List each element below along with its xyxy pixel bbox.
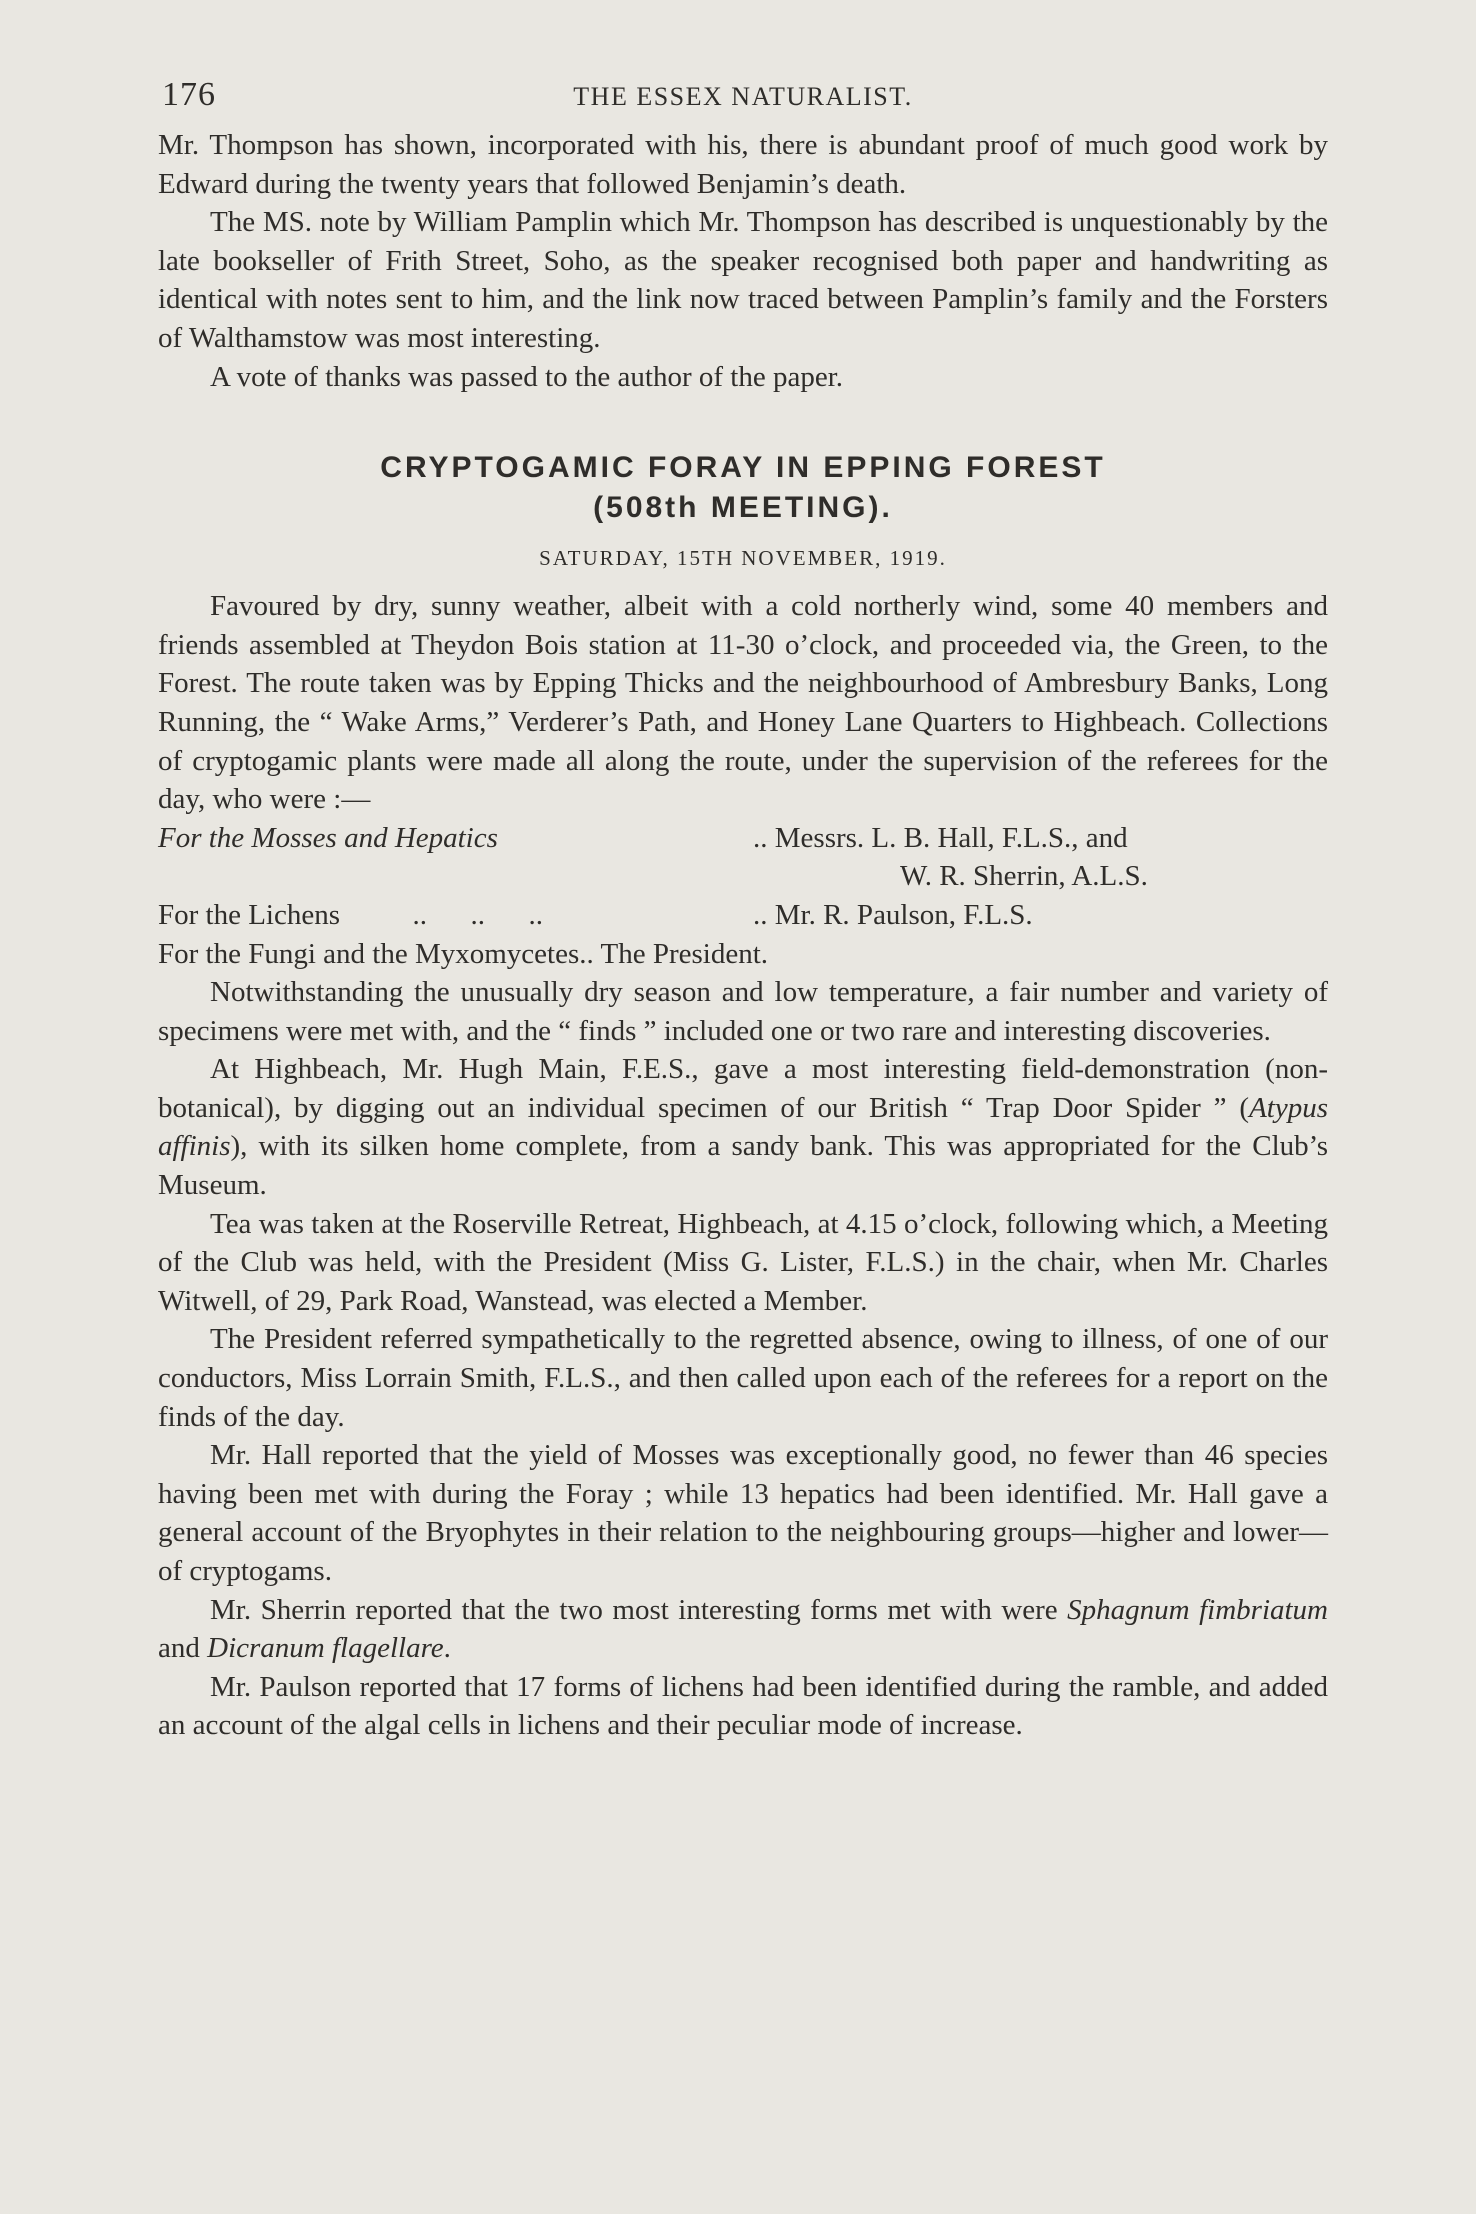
referee-names: .. Mr. R. Paulson, F.L.S. [753,898,1033,931]
section-title: CRYPTOGAMIC FORAY IN EPPING FOREST [380,451,1106,485]
referee-names-continued: W. R. Sherrin, A.L.S. [900,860,1148,893]
referee-group: For the Mosses and Hepatics [158,821,498,854]
referee-group: For the Lichens .. .. .. [158,898,544,931]
notwithstanding-paragraph: Notwithstanding the unusually dry season and low temperature, a fair number and variety of specimens were met with, and the “ finds ” included one or two rare and interesting discoveries. [158,976,1328,1047]
highbeach-paragraph: At Highbeach, Mr. Hugh Main, F.E.S., gave a most interesting field-demonstration (non-botanical), by digging out an individual specimen of our British “ Trap Door Spider ” (Atypus affinis), with its silken home complete, from a sandy bank. This was appropriated for the Club’s Museum. [158,1053,1328,1202]
referee-names: .. Messrs. L. B. Hall, F.L.S., and [753,821,1128,854]
referee-row [158,896,1328,935]
running-head [158,70,1328,126]
referees-list [158,819,1328,973]
species-name: Atypus affinis [158,1091,1328,1163]
referee-row [158,819,1328,858]
journal-page [158,70,1328,1745]
hall-paragraph: Mr. Hall reported that the yield of Mosses was exceptionally good, no fewer than 46 species having been met with during the Foray ; while 13 hepatics had been identified. Mr. Hall gave a general account of the Bryophytes in their relation to the neighbouring groups—higher and lower—of cryptogams. [158,1439,1328,1587]
intro-paragraph-2: The MS. note by William Pamplin which Mr. Thompson has described is unquestionably by the late bookseller of Frith Street, Soho, as the speaker recognised both paper and handwriting as identical with notes sent to him, and the link now traced between Pamplin’s family and the Forsters of Walthamstow was most interesting. [158,206,1328,354]
tea-paragraph: Tea was taken at the Roserville Retreat, Highbeach, at 4.15 o’clock, following which, a Meeting of the Club was held, with the President (Miss G. Lister, F.L.S.) in the chair, when Mr. Charles Witwell, of 29, Park Road, Wanstead, was elected a Member. [158,1207,1328,1317]
meeting-date: SATURDAY, 15TH NOVEMBER, 1919. [539,546,947,571]
species-name: Sphagnum fimbriatum [1067,1593,1328,1626]
intro-paragraph-1: Mr. Thompson has shown, incorporated with his, there is abundant proof of much good work by Edward during the twenty years that followed Benjamin’s death. [158,129,1328,200]
president-paragraph: The President referred sympathetically to the regretted absence, owing to illness, of one of our conductors, Miss Lorrain Smith, F.L.S., and then called upon each of the referees for a report on the finds of the day. [158,1323,1328,1433]
referee-group: For the Fungi and the Myxomycetes.. The President. [158,937,769,970]
sherrin-paragraph: Mr. Sherrin reported that the two most interesting forms met with were Sphagnum fimbriatum and Dicranum flagellare. [158,1593,1328,1665]
paulson-paragraph: Mr. Paulson reported that 17 forms of lichens had been identified during the ramble, and added an account of the algal cells in lichens and their peculiar mode of increase. [158,1670,1328,1742]
journal-title: THE ESSEX NATURALIST. [573,82,913,111]
section-heading [158,448,1328,528]
foray-paragraph: Favoured by dry, sunny weather, albeit with a cold northerly wind, some 40 members and friends assembled at Theydon Bois station at 11-30 o’clock, and proceeded via, the Green, to the Forest. The route taken was by Epping Thicks and the neighbourhood of Ambresbury Banks, Long Running, the “ Wake Arms,” Verderer’s Path, and Honey Lane Quarters to Highbeach. Collections of cryptogamic plants were made all along the route, under the supervision of the referees for the day, who were :— [158,590,1328,816]
intro-paragraph-3: A vote of thanks was passed to the author of the paper. [210,360,844,393]
species-name: Dicranum flagellare [207,1632,444,1665]
meeting-number: (508th MEETING). [593,491,893,525]
page-number: 176 [162,76,216,113]
referee-row [158,935,1328,974]
